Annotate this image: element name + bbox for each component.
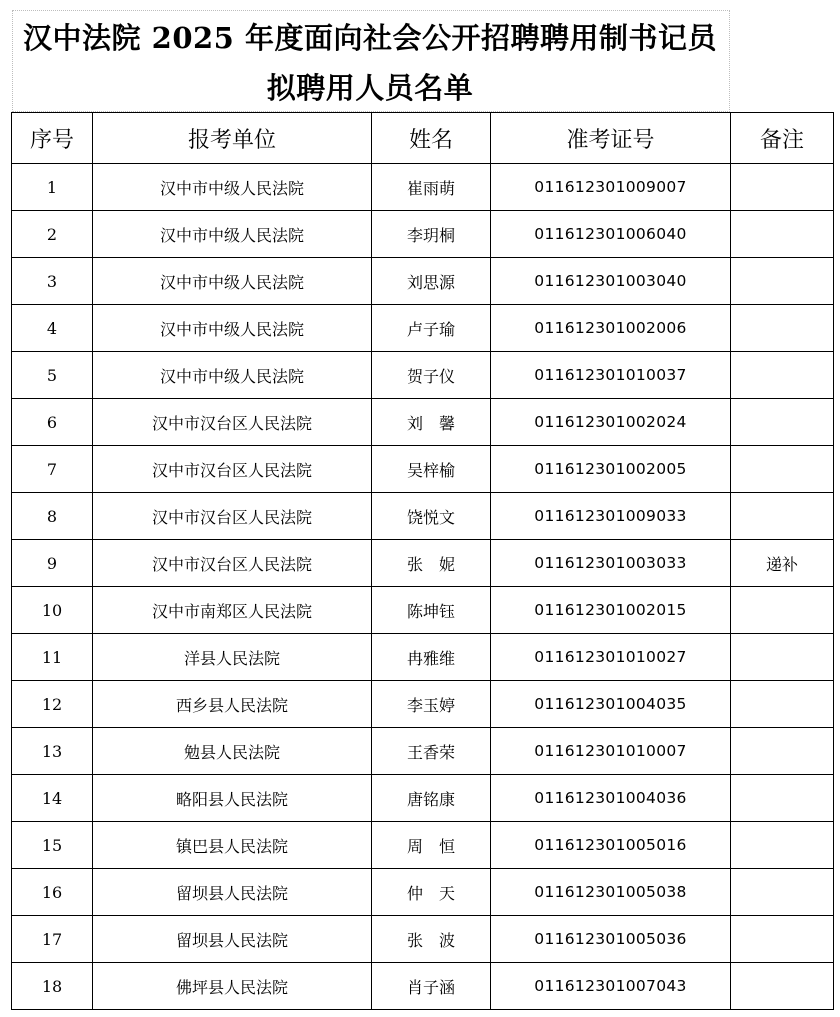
- cell-exam-id: 011612301003040: [491, 258, 731, 305]
- cell-exam-id: 011612301002024: [491, 399, 731, 446]
- cell-unit: 汉中市汉台区人民法院: [93, 493, 372, 540]
- cell-note: 递补: [731, 540, 834, 587]
- cell-name: 陈坤钰: [372, 587, 491, 634]
- table-row: [12, 869, 834, 916]
- cell-unit: 洋县人民法院: [93, 634, 372, 681]
- page-title: 汉中法院 2025 年度面向社会公开招聘聘用制书记员: [23, 21, 717, 55]
- cell-exam-id: 011612301005038: [491, 869, 731, 916]
- cell-note: [731, 352, 834, 399]
- table-row: [12, 634, 834, 681]
- cell-serial: 14: [12, 775, 93, 822]
- cell-unit: 汉中市中级人民法院: [93, 352, 372, 399]
- cell-unit: 略阳县人民法院: [93, 775, 372, 822]
- cell-note: [731, 493, 834, 540]
- cell-name: 崔雨萌: [372, 164, 491, 211]
- cell-serial: 6: [12, 399, 93, 446]
- cell-serial: 13: [12, 728, 93, 775]
- header-note: 备注: [731, 113, 834, 164]
- table-row: [12, 305, 834, 352]
- header-exam-id: 准考证号: [491, 113, 731, 164]
- cell-serial: 15: [12, 822, 93, 869]
- cell-serial: 5: [12, 352, 93, 399]
- cell-note: [731, 634, 834, 681]
- cell-exam-id: 011612301005016: [491, 822, 731, 869]
- cell-note: [731, 305, 834, 352]
- cell-exam-id: 011612301007043: [491, 963, 731, 1010]
- cell-name: 刘 馨: [372, 399, 491, 446]
- table-row: [12, 399, 834, 446]
- cell-serial: 7: [12, 446, 93, 493]
- cell-serial: 10: [12, 587, 93, 634]
- cell-name: 仲 天: [372, 869, 491, 916]
- cell-serial: 17: [12, 916, 93, 963]
- cell-note: [731, 164, 834, 211]
- cell-note: [731, 681, 834, 728]
- table-row: [12, 728, 834, 775]
- table-body: [12, 164, 834, 1010]
- cell-unit: 留坝县人民法院: [93, 869, 372, 916]
- header-unit: 报考单位: [93, 113, 372, 164]
- table-row: [12, 211, 834, 258]
- cell-unit: 汉中市汉台区人民法院: [93, 540, 372, 587]
- cell-exam-id: 011612301010027: [491, 634, 731, 681]
- cell-unit: 西乡县人民法院: [93, 681, 372, 728]
- cell-unit: 汉中市汉台区人民法院: [93, 399, 372, 446]
- cell-serial: 2: [12, 211, 93, 258]
- page-subtitle: 拟聘用人员名单: [266, 71, 474, 105]
- cell-note: [731, 963, 834, 1010]
- cell-name: 冉雅维: [372, 634, 491, 681]
- cell-note: [731, 258, 834, 305]
- cell-serial: 8: [12, 493, 93, 540]
- candidate-table: [11, 112, 834, 1010]
- cell-exam-id: 011612301002015: [491, 587, 731, 634]
- cell-unit: 汉中市南郑区人民法院: [93, 587, 372, 634]
- cell-serial: 12: [12, 681, 93, 728]
- cell-note: [731, 728, 834, 775]
- cell-note: [731, 211, 834, 258]
- cell-serial: 9: [12, 540, 93, 587]
- cell-exam-id: 011612301003033: [491, 540, 731, 587]
- cell-note: [731, 775, 834, 822]
- table-row: [12, 352, 834, 399]
- cell-note: [731, 587, 834, 634]
- cell-name: 刘思源: [372, 258, 491, 305]
- cell-exam-id: 011612301005036: [491, 916, 731, 963]
- cell-exam-id: 011612301004035: [491, 681, 731, 728]
- cell-unit: 汉中市汉台区人民法院: [93, 446, 372, 493]
- cell-note: [731, 822, 834, 869]
- cell-unit: 佛坪县人民法院: [93, 963, 372, 1010]
- cell-serial: 11: [12, 634, 93, 681]
- table-row: [12, 587, 834, 634]
- cell-exam-id: 011612301010037: [491, 352, 731, 399]
- cell-exam-id: 011612301004036: [491, 775, 731, 822]
- cell-unit: 汉中市中级人民法院: [93, 211, 372, 258]
- cell-exam-id: 011612301009033: [491, 493, 731, 540]
- table-header-row: [12, 113, 834, 164]
- table-row: [12, 164, 834, 211]
- cell-serial: 18: [12, 963, 93, 1010]
- table-row: [12, 540, 834, 587]
- cell-unit: 汉中市中级人民法院: [93, 164, 372, 211]
- cell-serial: 3: [12, 258, 93, 305]
- cell-exam-id: 011612301009007: [491, 164, 731, 211]
- cell-unit: 镇巴县人民法院: [93, 822, 372, 869]
- cell-name: 李玥桐: [372, 211, 491, 258]
- table-row: [12, 681, 834, 728]
- cell-note: [731, 446, 834, 493]
- table-row: [12, 822, 834, 869]
- cell-exam-id: 011612301010007: [491, 728, 731, 775]
- header-name: 姓名: [372, 113, 491, 164]
- cell-name: 吴梓榆: [372, 446, 491, 493]
- cell-note: [731, 399, 834, 446]
- cell-unit: 汉中市中级人民法院: [93, 305, 372, 352]
- cell-exam-id: 011612301002005: [491, 446, 731, 493]
- cell-name: 张 波: [372, 916, 491, 963]
- cell-name: 饶悦文: [372, 493, 491, 540]
- cell-unit: 勉县人民法院: [93, 728, 372, 775]
- table-row: [12, 963, 834, 1010]
- cell-name: 张 妮: [372, 540, 491, 587]
- cell-name: 王香荣: [372, 728, 491, 775]
- table-row: [12, 775, 834, 822]
- cell-note: [731, 869, 834, 916]
- cell-name: 李玉婷: [372, 681, 491, 728]
- cell-name: 肖子涵: [372, 963, 491, 1010]
- cell-exam-id: 011612301002006: [491, 305, 731, 352]
- cell-unit: 汉中市中级人民法院: [93, 258, 372, 305]
- table-row: [12, 916, 834, 963]
- table-row: [12, 446, 834, 493]
- cell-name: 贺子仪: [372, 352, 491, 399]
- table-row: [12, 258, 834, 305]
- cell-serial: 1: [12, 164, 93, 211]
- cell-name: 唐铭康: [372, 775, 491, 822]
- cell-name: 卢子瑜: [372, 305, 491, 352]
- cell-note: [731, 916, 834, 963]
- cell-unit: 留坝县人民法院: [93, 916, 372, 963]
- cell-serial: 4: [12, 305, 93, 352]
- cell-exam-id: 011612301006040: [491, 211, 731, 258]
- table-row: [12, 493, 834, 540]
- header-serial: 序号: [12, 113, 93, 164]
- cell-serial: 16: [12, 869, 93, 916]
- cell-name: 周 恒: [372, 822, 491, 869]
